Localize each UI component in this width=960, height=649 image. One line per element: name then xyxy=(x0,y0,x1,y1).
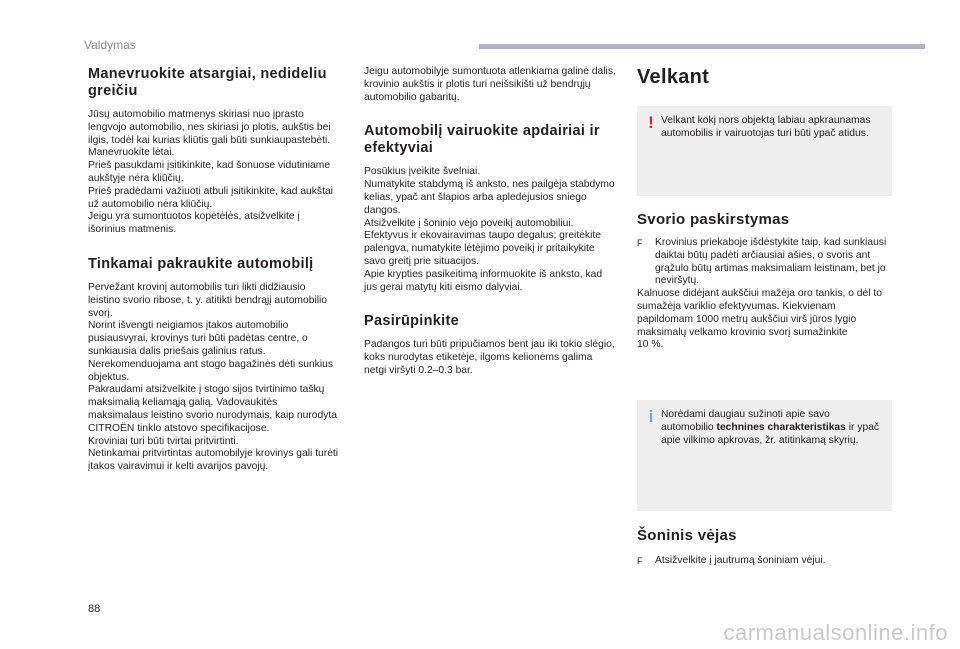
watermark: carmanualsonline.info xyxy=(723,620,948,645)
section-bar xyxy=(479,44,925,49)
page-number: 88 xyxy=(88,603,101,615)
heading-svorio-paskirstymas: Svorio paskirstymas xyxy=(637,211,790,228)
paragraph-vairuokite: Posūkius įveikite švelniai. Numatykite stabdymą iš anksto, nes pailgėja stabdymo kelias, ypač ant šlapios arba apledėjusios sniego dangos. Atsižvelkite į šoninio vėjo poveikį automobiliui. Efektyvus ir ekovairavimas taupo degalus; greitėkite palengva, numatykite lėtėjimo poveikį ir pritaikykite savo greitį prie situacijos. Apie krypties pasikeitimą informuokite iš anksto, kad jus gerai matytų kiti eismo dalyviai. xyxy=(364,166,615,293)
paragraph-pasirupinkite: Padangos turi būti pripučiamos bent jau iki tokio slėgio, koks nurodytas etiketėje, ilgoms kelionėms galima netgi viršyti 0.2–0.3 bar. xyxy=(364,339,615,376)
paragraph-galine-dalis: Jeigu automobilyje sumontuota atlenkiama galinė dalis, krovinio aukštis ir plotis turi neišsikišti už bendrųjų automobilio gabaritų. xyxy=(364,66,616,103)
heading-manevruokite: Manevruokite atsargiai, nedideliu greičiu xyxy=(88,66,327,99)
bullet-icon: F xyxy=(637,556,643,567)
heading-pakraukite: Tinkamai pakraukite automobilį xyxy=(88,255,314,272)
warning-icon: ! xyxy=(648,113,654,132)
warning-box xyxy=(637,106,892,196)
bullet-text-kroviniai: Krovinius priekaboje išdėstykite taip, kad sunkiausi daiktai būtų padėti arčiausiai ašies, o svoris ant grąžulo būtų artimas maksimaliam leistinam, bet jo neviršytų. xyxy=(655,237,887,287)
bullet-icon: F xyxy=(637,238,643,248)
list-item xyxy=(637,237,892,288)
list-item xyxy=(637,555,892,568)
heading-soninis-vejas: Šoninis vėjas xyxy=(637,527,737,545)
info-box xyxy=(637,400,892,511)
bullet-text-vejas: Atsižvelkite į jautrumą šoniniam vėjui. xyxy=(655,555,826,567)
paragraph-pakraukite: Pervežant krovinį automobilis turi likti didžiausio leistino svorio ribose, t. y. atitikti bendrąjį automobilio svorį. Norint išvengti neigiamos įtakos automobilio pusiausvyrai, krovinys turi būti padėtas centre, o sunkiausia dalis priešais galinius ratus. Nerekomenduojama ant stogo bagažinės dėti sunkius objektus. Pakraudami atsižvelkite į stogo sijos tvirtinimo taškų maksimalią keliamąją galią. Vadovaukitės maksimalaus leistino svorio nurodymais, kaip nurodyta CITROËN tinklo atstovo specifikacijose. Kroviniai turi būti tvirtai pritvirtinti. Netinkamai pritvirtintas automobilyje krovinys gali turėti įtakos vairavimui ir kelti avarijos pavojų. xyxy=(88,281,339,473)
paragraph-kalnuose: Kalnuose didėjant aukščiui mažėja oro tankis, o dėl to sumažėja variklio efektyvumas. Kiekvienam papildomam 1000 metrų aukščiui virš jūros lygio maksimalų velkamo krovinio svorį sumažinkite 10 %. xyxy=(637,288,882,351)
info-icon: i xyxy=(648,407,654,427)
column-middle xyxy=(364,66,616,378)
info-text xyxy=(661,409,882,447)
column-left xyxy=(88,66,340,474)
section-title: Valdymas xyxy=(84,38,136,52)
heading-pasirupinkite: Pasirūpinkite xyxy=(364,313,459,330)
heading-velkant: Velkant xyxy=(637,66,710,88)
info-text-part: Norėdami daugiau sužinoti apie savo automobilio xyxy=(661,409,830,433)
warning-text: Velkant kokį nors objektą labiau apkraunamas automobilis ir vairuotojas turi būti ypač atidus. xyxy=(661,115,871,139)
heading-vairuokite: Automobilį vairuokite apdairiai ir efektyviai xyxy=(364,123,600,157)
paragraph-manevruokite: Jūsų automobilio matmenys skiriasi nuo įprasto lengvojo automobilio, nes skiriasi jo plotis, aukštis bei ilgis, todėl kai kurias kliūtis gali būti sunkiaupastebėti. Manevruokite lėtai. Prieš pasukdami įsitikinkite, kad šonuose vidutiniame aukštyje nėra kliūčių. Prieš pradėdami važiuoti atbuli įsitikinkite, kad aukštai už automobilio nėra kliūčių. Jeigu yra sumontuotos kopėtėlės, atsižvelkite į išorinius matmenis. xyxy=(88,109,333,236)
info-text-bold: technines charakteristikas xyxy=(716,421,846,433)
column-right xyxy=(637,66,892,568)
info-text-part: ir ypač apie vilkimo apkrovas, žr. atitinkamą skyrių. xyxy=(661,421,880,446)
